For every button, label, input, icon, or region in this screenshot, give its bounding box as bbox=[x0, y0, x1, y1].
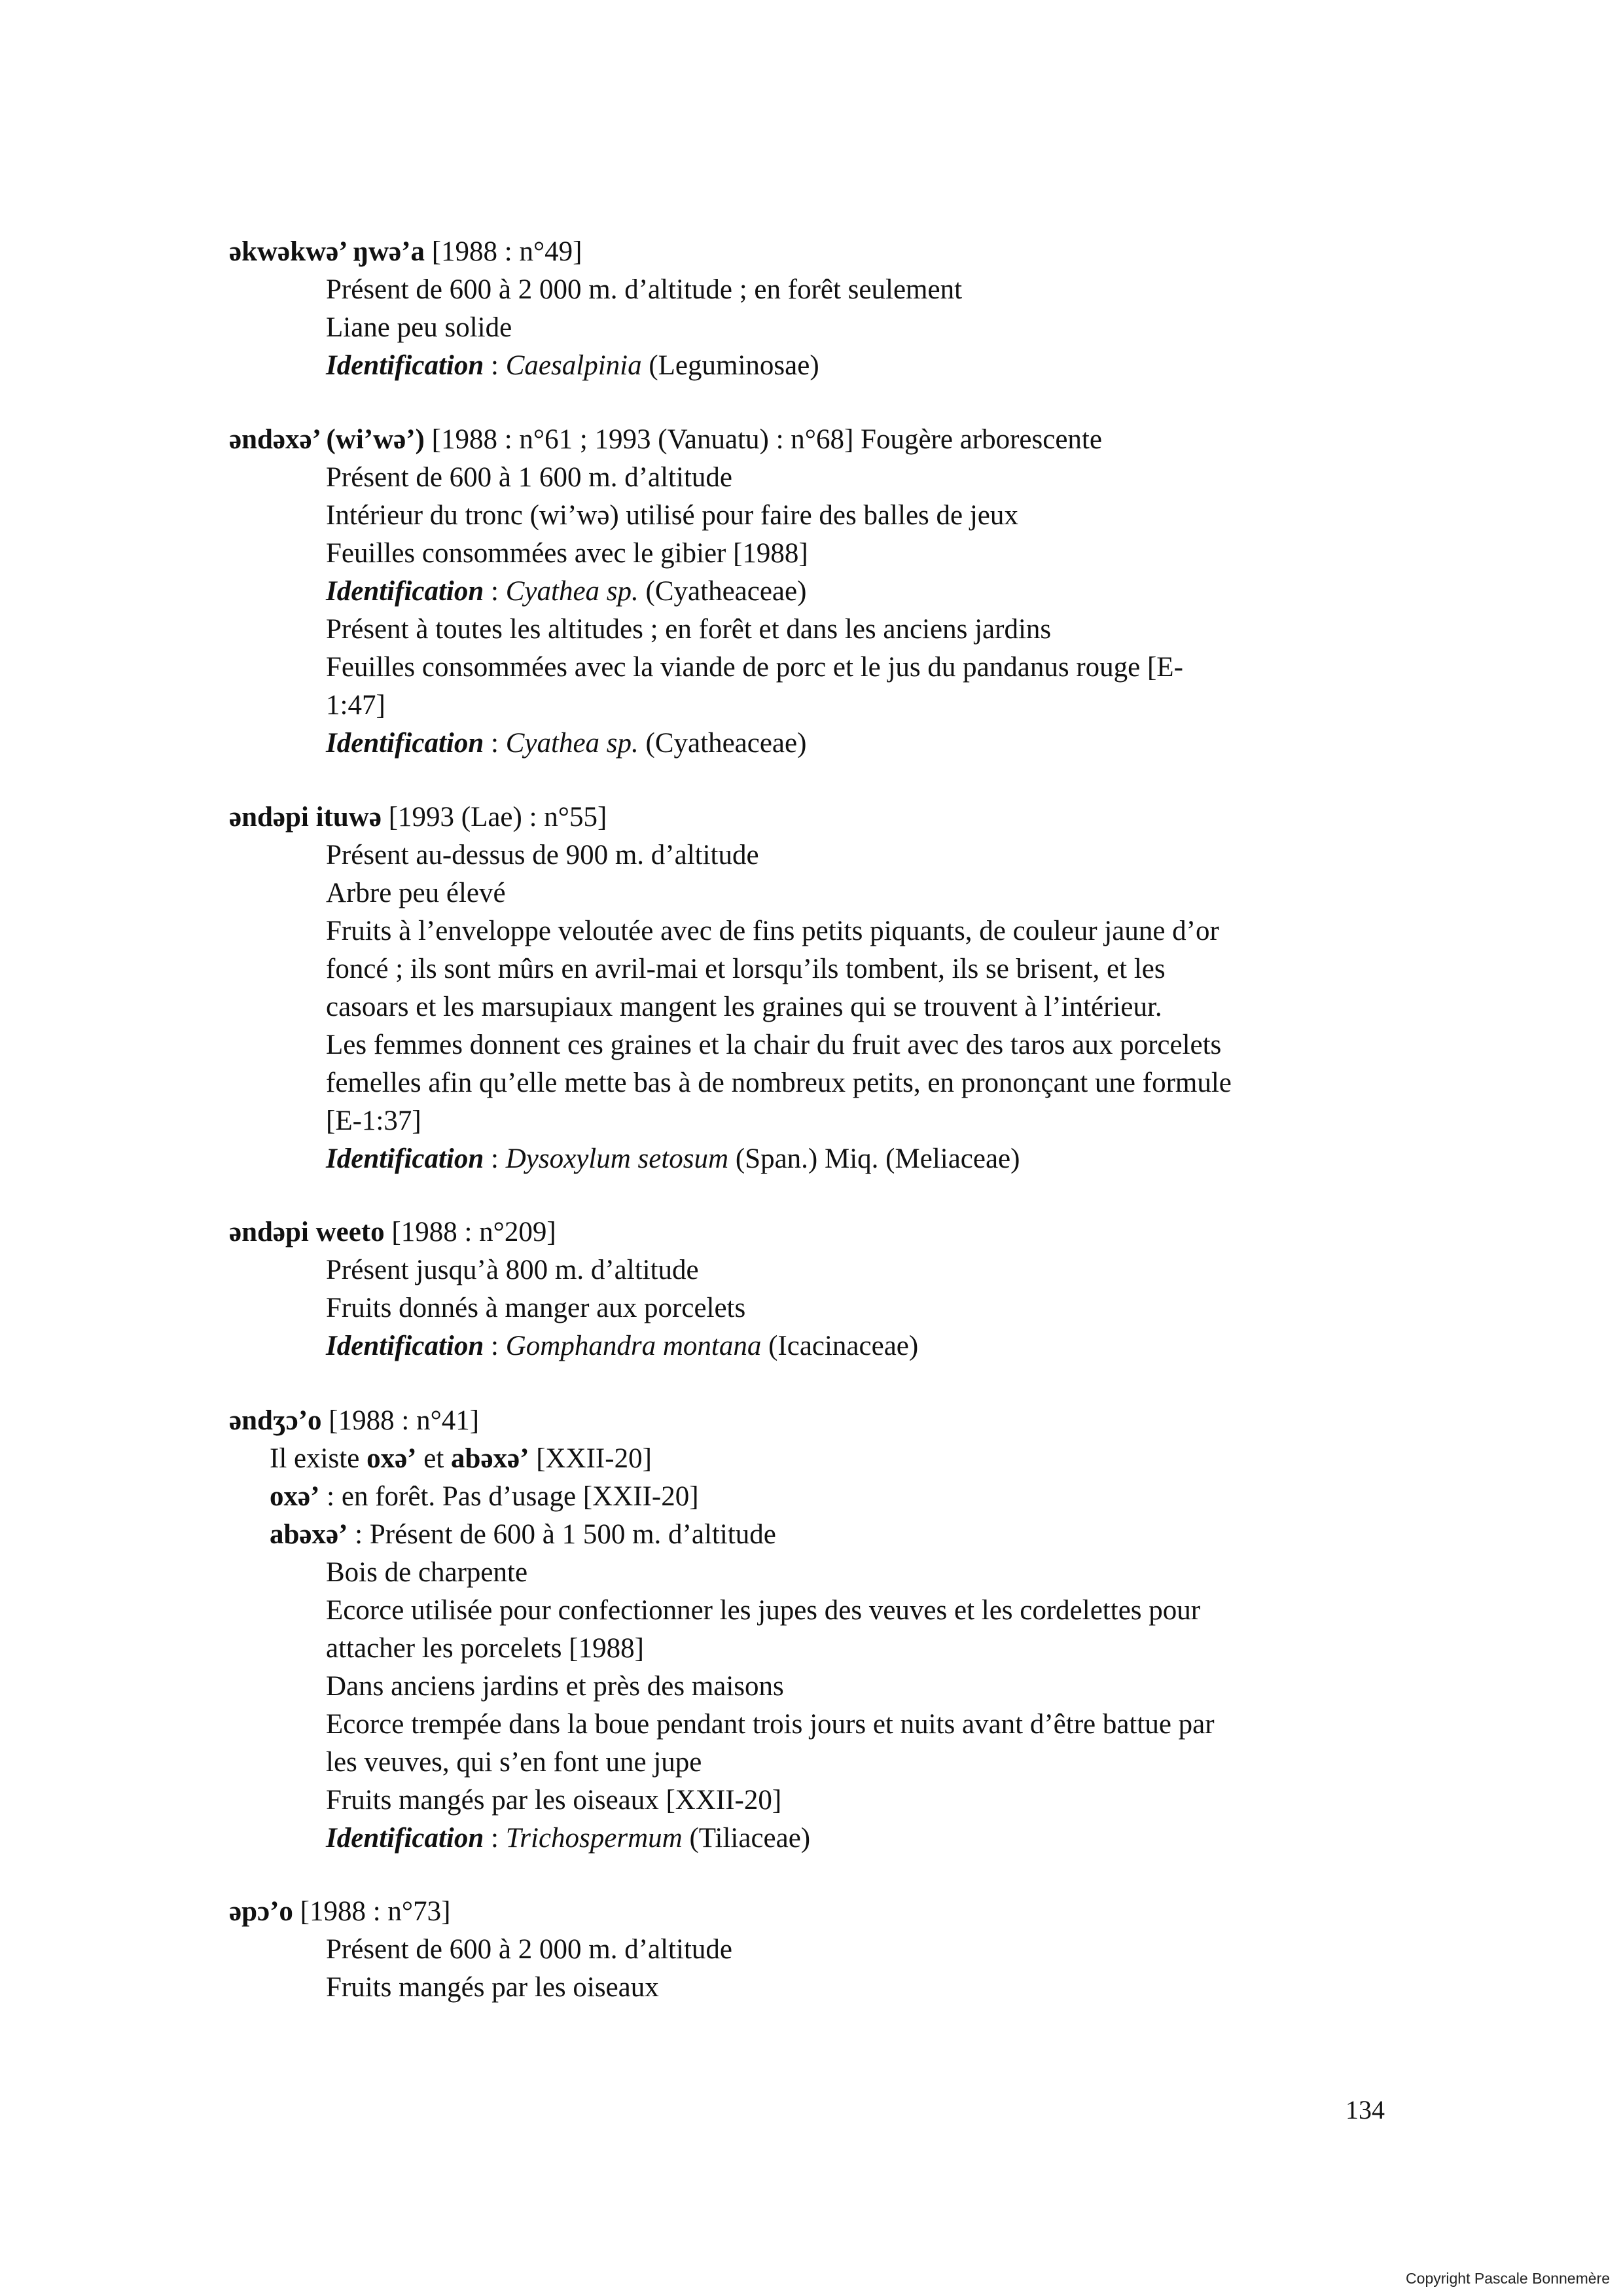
identification-line bbox=[229, 573, 1407, 611]
entry-heading bbox=[229, 1213, 1407, 1251]
entry-ondoxo bbox=[229, 421, 1407, 762]
separator: : bbox=[484, 1143, 506, 1174]
copyright-notice: Copyright Pascale Bonnemère bbox=[1406, 2270, 1610, 2287]
entry-heading bbox=[229, 421, 1407, 459]
entry-opoo bbox=[229, 1893, 1407, 2007]
entry-line: Présent à toutes les altitudes ; en forêt et dans les anciens jardins bbox=[326, 614, 1052, 645]
entry-term: əpɔ’o bbox=[229, 1896, 293, 1927]
separator: : bbox=[484, 576, 506, 607]
family-name: (Cyatheaceae) bbox=[638, 576, 807, 607]
entry-ondopi-weeto bbox=[229, 1213, 1407, 1365]
species-name: Cyathea sp. bbox=[505, 576, 639, 607]
entry-ondzoo bbox=[229, 1402, 1407, 1857]
entry-line: Liane peu solide bbox=[326, 312, 512, 343]
entry-line: femelles afin qu’elle mette bas à de nombreux petits, en prononçant une formule bbox=[326, 1067, 1232, 1098]
text: : en forêt. Pas d’usage [XXII-20] bbox=[319, 1481, 699, 1512]
sub-line bbox=[229, 1516, 1407, 1554]
text: Il existe bbox=[270, 1443, 367, 1474]
sub-term: oxə’ bbox=[270, 1481, 320, 1512]
sub-term: oxə’ bbox=[366, 1443, 417, 1474]
entry-reference: [1988 : n°209] bbox=[384, 1217, 556, 1247]
sub-line bbox=[229, 1478, 1407, 1516]
entry-line: Ecorce utilisée pour confectionner les jupes des veuves et les cordelettes pour bbox=[326, 1595, 1201, 1626]
species-name: Trichospermum bbox=[505, 1823, 683, 1854]
text: et bbox=[416, 1443, 452, 1474]
entry-line: Fruits mangés par les oiseaux [XXII-20] bbox=[326, 1785, 782, 1816]
identification-line bbox=[229, 725, 1407, 762]
entry-reference: [1988 : n°73] bbox=[293, 1896, 451, 1927]
entry-line: attacher les porcelets [1988] bbox=[326, 1633, 644, 1664]
entry-line: Fruits mangés par les oiseaux bbox=[326, 1972, 659, 2003]
entry-line: Présent de 600 à 2 000 m. d’altitude ; en forêt seulement bbox=[326, 274, 963, 305]
species-name: Dysoxylum setosum bbox=[505, 1143, 729, 1174]
entry-term: əndəxə’ (wi’wə’) bbox=[229, 424, 425, 455]
sub-term: abəxə’ bbox=[270, 1519, 348, 1550]
family-name: (Icacinaceae) bbox=[761, 1331, 919, 1361]
entry-line: [E-1:37] bbox=[326, 1105, 421, 1136]
identification-line bbox=[229, 1327, 1407, 1365]
entry-line: casoars et les marsupiaux mangent les graines qui se trouvent à l’intérieur. bbox=[326, 992, 1162, 1022]
species-name: Cyathea sp. bbox=[505, 728, 639, 759]
entry-ondopi-ituwo bbox=[229, 798, 1407, 1178]
entry-heading bbox=[229, 1893, 1407, 1931]
identification-label: Identification bbox=[326, 728, 484, 759]
page-number: 134 bbox=[1346, 2095, 1385, 2125]
family-name: (Leguminosae) bbox=[641, 350, 819, 381]
entry-line: Fruits donnés à manger aux porcelets bbox=[326, 1293, 746, 1323]
identification-label: Identification bbox=[326, 1331, 484, 1361]
entry-heading bbox=[229, 1402, 1407, 1440]
entry-term: əndəpi weeto bbox=[229, 1217, 385, 1247]
entry-line: Feuilles consommées avec le gibier [1988] bbox=[326, 538, 808, 569]
identification-label: Identification bbox=[326, 1823, 484, 1854]
family-name: (Cyatheaceae) bbox=[638, 728, 807, 759]
entry-term: əkwəkwə’ ŋwə’a bbox=[229, 236, 425, 267]
identification-line bbox=[229, 1140, 1407, 1178]
identification-label: Identification bbox=[326, 1143, 484, 1174]
sub-line bbox=[229, 1440, 1407, 1478]
entry-line: les veuves, qui s’en font une jupe bbox=[326, 1747, 702, 1778]
entry-reference: [1988 : n°61 ; 1993 (Vanuatu) : n°68] Fougère arborescente bbox=[424, 424, 1102, 455]
separator: : bbox=[484, 728, 506, 759]
entry-term: əndʒɔ’o bbox=[229, 1405, 322, 1436]
separator: : bbox=[484, 350, 506, 381]
entry-reference: [1988 : n°49] bbox=[424, 236, 582, 267]
entry-line: Fruits à l’enveloppe veloutée avec de fins petits piquants, de couleur jaune d’or bbox=[326, 916, 1219, 946]
text: : Présent de 600 à 1 500 m. d’altitude bbox=[348, 1519, 776, 1550]
species-name: Caesalpinia bbox=[505, 350, 642, 381]
entry-line: Feuilles consommées avec la viande de porc et le jus du pandanus rouge [E- bbox=[326, 652, 1183, 683]
entry-line: Présent jusqu’à 800 m. d’altitude bbox=[326, 1255, 699, 1285]
separator: : bbox=[484, 1331, 506, 1361]
entry-line: Présent au-dessus de 900 m. d’altitude bbox=[326, 840, 759, 870]
family-name: (Tiliaceae) bbox=[682, 1823, 811, 1854]
entry-reference: [1993 (Lae) : n°55] bbox=[381, 802, 607, 833]
identification-label: Identification bbox=[326, 576, 484, 607]
entry-reference: [1988 : n°41] bbox=[321, 1405, 480, 1436]
family-name: (Span.) Miq. (Meliaceae) bbox=[728, 1143, 1020, 1174]
entry-line: foncé ; ils sont mûrs en avril-mai et lorsqu’ils tombent, ils se brisent, et les bbox=[326, 954, 1166, 984]
identification-line bbox=[229, 347, 1407, 385]
species-name: Gomphandra montana bbox=[505, 1331, 762, 1361]
identification-label: Identification bbox=[326, 350, 484, 381]
entry-heading bbox=[229, 233, 1407, 271]
identification-line bbox=[229, 1820, 1407, 1857]
entry-line: Présent de 600 à 1 600 m. d’altitude bbox=[326, 462, 732, 493]
entry-line: 1:47] bbox=[326, 690, 385, 721]
text: [XXII-20] bbox=[529, 1443, 652, 1474]
separator: : bbox=[484, 1823, 506, 1854]
entry-line: Ecorce trempée dans la boue pendant trois jours et nuits avant d’être battue par bbox=[326, 1709, 1215, 1740]
entry-line: Présent de 600 à 2 000 m. d’altitude bbox=[326, 1934, 732, 1965]
entry-line: Dans anciens jardins et près des maisons bbox=[326, 1671, 784, 1702]
entry-line: Bois de charpente bbox=[326, 1557, 528, 1588]
sub-term: abəxə’ bbox=[451, 1443, 529, 1474]
entry-line: Intérieur du tronc (wi’wə) utilisé pour faire des balles de jeux bbox=[326, 500, 1018, 531]
entry-okwokwo bbox=[229, 233, 1407, 385]
entry-line: Arbre peu élevé bbox=[326, 878, 506, 908]
entry-line: Les femmes donnent ces graines et la chair du fruit avec des taros aux porcelets bbox=[326, 1030, 1222, 1060]
entry-term: əndəpi ituwə bbox=[229, 802, 382, 833]
entry-heading bbox=[229, 798, 1407, 836]
